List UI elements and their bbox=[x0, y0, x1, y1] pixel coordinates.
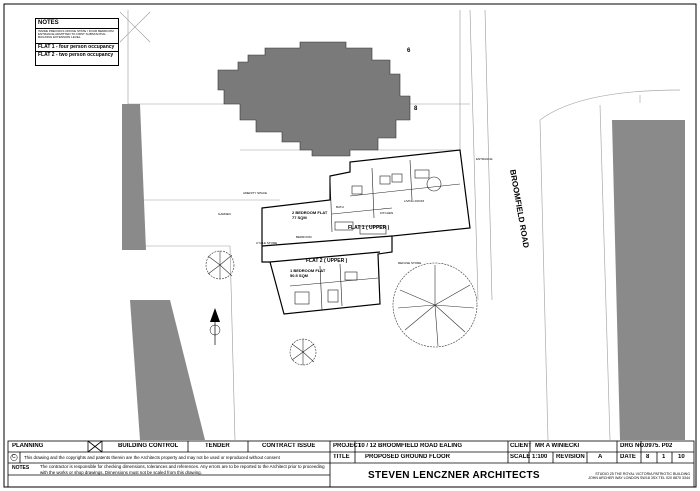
date-year: 10 bbox=[678, 454, 685, 460]
flat1-title: FLAT 1 ( UPPER ) bbox=[348, 225, 390, 231]
drawing-number-value: 0975. P02 bbox=[645, 443, 673, 449]
architect-address bbox=[560, 472, 690, 481]
flat1-bedrooms: 2 BEDROOM FLAT bbox=[292, 210, 328, 215]
kitchen-label: KITCHEN bbox=[380, 211, 394, 215]
address-line-2: JOHN ARCHER WAY LONDON SW18 3SX TEL 020 8870 3344 bbox=[588, 476, 690, 481]
building-control-label: BUILDING CONTROL bbox=[118, 443, 179, 449]
revision-label: REVISION bbox=[556, 454, 585, 460]
tender-label: TENDER bbox=[205, 443, 230, 449]
notes-box-small-text: INSIDE PREVIOUS OFFICE STATE / FOUR BEDROOM ENTRANCE ADMITTED TO FIRST SUBSTANTIAL BUILDING EXTENSION LEVEL bbox=[36, 29, 118, 44]
planning-label: PLANNING bbox=[12, 443, 44, 449]
north-arrow-icon bbox=[210, 308, 220, 345]
address-line-1: STUDIO 25 THE ROYAL VICTORIA PATRIOTIC BUILDING bbox=[595, 472, 690, 476]
flat2-area: 50.5 SQM bbox=[290, 273, 309, 278]
neighbour-building-right bbox=[612, 120, 685, 440]
drawing-number-label: DRG NO. bbox=[620, 443, 646, 449]
notes-box-title: NOTES bbox=[36, 19, 118, 29]
tree-large bbox=[393, 263, 477, 347]
date-month: 1 bbox=[662, 454, 666, 460]
living-room-label: LIVING ROOM bbox=[404, 199, 425, 203]
architect-name: STEVEN LENCZNER ARCHITECTS bbox=[368, 470, 540, 481]
client-value: MR A WINIECKI bbox=[535, 443, 580, 449]
neighbour-building-lower-left bbox=[130, 300, 205, 440]
bath-label: BATH bbox=[336, 205, 344, 209]
garden-label: GARDEN bbox=[218, 212, 231, 216]
notes-label: NOTES bbox=[12, 465, 30, 471]
internal-walls bbox=[290, 160, 460, 310]
client-label: CLIENT bbox=[510, 443, 532, 449]
tree-small-bottom bbox=[290, 339, 316, 365]
contractor-notes: The contractor is responsible for checking dimensions, tolerances and references. Any errors are to be reported to the Architect prior to proceeding with the works or shop drawings. Dimensions must not be scaled from this drawing. bbox=[40, 464, 325, 475]
flat2-title: FLAT 2 ( UPPER ) bbox=[306, 258, 348, 264]
contract-issue-label: CONTRACT ISSUE bbox=[262, 443, 316, 449]
amenity-space-label: AMENITY SPACE bbox=[243, 191, 268, 195]
neighbour-building-left bbox=[122, 104, 146, 250]
house-number-8: 8 bbox=[414, 106, 418, 112]
flat2-bedrooms: 1 BEDROOM FLAT bbox=[290, 268, 326, 273]
neighbour-house bbox=[218, 42, 410, 156]
copyright-symbol: C bbox=[12, 454, 16, 460]
flat1-area: 77 SQM bbox=[292, 215, 307, 220]
scale-label: SCALE bbox=[510, 454, 531, 460]
revision-value: A bbox=[598, 454, 603, 460]
proposed-building bbox=[262, 150, 470, 314]
drawing-title: PROPOSED GROUND FLOOR bbox=[365, 454, 451, 460]
refuse-store-label: REFUSE STORE bbox=[398, 261, 422, 265]
road-name: BROOMFIELD ROAD bbox=[508, 168, 531, 249]
flat1-occupancy: FLAT 1 - four person occupancy bbox=[36, 44, 118, 53]
title-label: TITLE bbox=[333, 454, 350, 460]
tree-small-left bbox=[206, 251, 234, 279]
occupancy-notes-box bbox=[35, 18, 119, 66]
entrance-label: ENTRANCE bbox=[476, 157, 493, 161]
project-label: PROJECT bbox=[333, 443, 362, 449]
bedroom-label: BEDROOM bbox=[296, 235, 312, 239]
date-day: 8 bbox=[646, 454, 650, 460]
flat2-occupancy: FLAT 2 - two person occupancy bbox=[38, 52, 114, 59]
house-number-6: 6 bbox=[407, 48, 411, 54]
cycle-store-label: CYCLE STORE bbox=[256, 241, 278, 245]
scale-value: 1:100 bbox=[532, 454, 548, 460]
copyright-notice: This drawing and the copyrights and patents therein are the Architects property and may not be used or reproduced without consent bbox=[24, 455, 280, 460]
date-label: DATE bbox=[620, 454, 636, 460]
project-value: 10 / 12 BROOMFIELD ROAD EALING bbox=[358, 443, 463, 449]
